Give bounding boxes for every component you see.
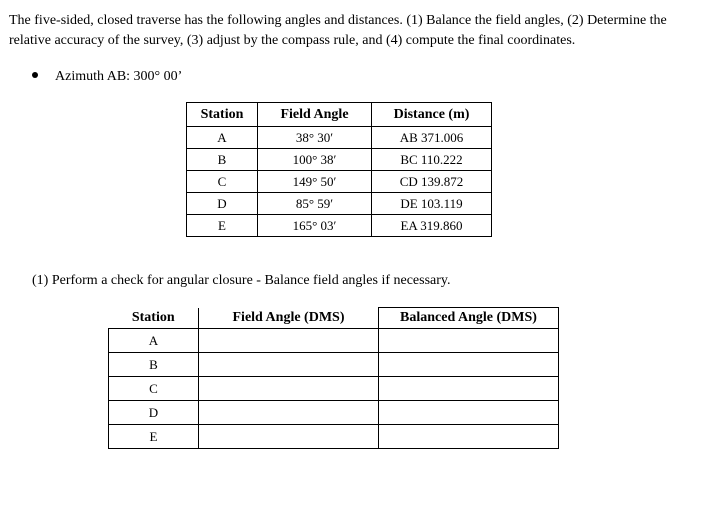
table-row [109, 425, 559, 449]
station-cell: D [109, 401, 199, 425]
table-row [109, 401, 559, 425]
azimuth-text: Azimuth AB: 300° 00’ [55, 69, 183, 84]
balanced-angle-input-cell[interactable] [379, 425, 559, 449]
distance-cell: CD 139.872 [372, 171, 492, 193]
section-1-heading: (1) Perform a check for angular closure - Balance field angles if necessary. [32, 273, 451, 288]
field-angle-cell: 100° 38′ [258, 149, 372, 171]
table-header-row [187, 103, 492, 127]
column-header: Field Angle (DMS) [199, 308, 379, 329]
distance-cell: AB 371.006 [372, 127, 492, 149]
azimuth-bullet [32, 68, 182, 86]
field-angle-input-cell[interactable] [199, 425, 379, 449]
balanced-angle-input-cell[interactable] [379, 377, 559, 401]
station-cell: E [109, 425, 199, 449]
field-angle-input-cell[interactable] [199, 353, 379, 377]
station-cell: B [187, 149, 258, 171]
balanced-angle-input-cell[interactable] [379, 329, 559, 353]
station-cell: B [109, 353, 199, 377]
table-row [109, 329, 559, 353]
station-cell: D [187, 193, 258, 215]
field-angle-input-cell[interactable] [199, 401, 379, 425]
column-header: Station [187, 103, 258, 127]
station-cell: A [187, 127, 258, 149]
balanced-angle-input-cell[interactable] [379, 353, 559, 377]
field-angle-input-cell[interactable] [199, 377, 379, 401]
table-row [109, 353, 559, 377]
distance-cell: DE 103.119 [372, 193, 492, 215]
distance-cell: EA 319.860 [372, 215, 492, 237]
problem-statement: The five-sided, closed traverse has the following angles and distances. (1) Balance the field angles, (2) Determine the relative accuracy of the survey, (3) adjust by the compass rule, and (4) compute the final coordinates. [9, 13, 667, 48]
table-row [109, 377, 559, 401]
station-cell: A [109, 329, 199, 353]
balance-angles-table [108, 307, 559, 449]
column-header: Field Angle [258, 103, 372, 127]
field-angle-cell: 165° 03′ [258, 215, 372, 237]
station-cell: C [109, 377, 199, 401]
column-header: Balanced Angle (DMS) [379, 308, 559, 329]
column-header: Station [109, 308, 199, 329]
traverse-data-table [186, 102, 492, 237]
table-header-row [109, 308, 559, 329]
column-header: Distance (m) [372, 103, 492, 127]
table-row [187, 193, 492, 215]
station-cell: C [187, 171, 258, 193]
field-angle-input-cell[interactable] [199, 329, 379, 353]
field-angle-cell: 38° 30′ [258, 127, 372, 149]
table-row [187, 171, 492, 193]
table-row [187, 149, 492, 171]
field-angle-cell: 85° 59′ [258, 193, 372, 215]
balanced-angle-input-cell[interactable] [379, 401, 559, 425]
bullet-dot-icon [32, 72, 38, 78]
station-cell: E [187, 215, 258, 237]
field-angle-cell: 149° 50′ [258, 171, 372, 193]
table-row [187, 215, 492, 237]
distance-cell: BC 110.222 [372, 149, 492, 171]
table-row [187, 127, 492, 149]
